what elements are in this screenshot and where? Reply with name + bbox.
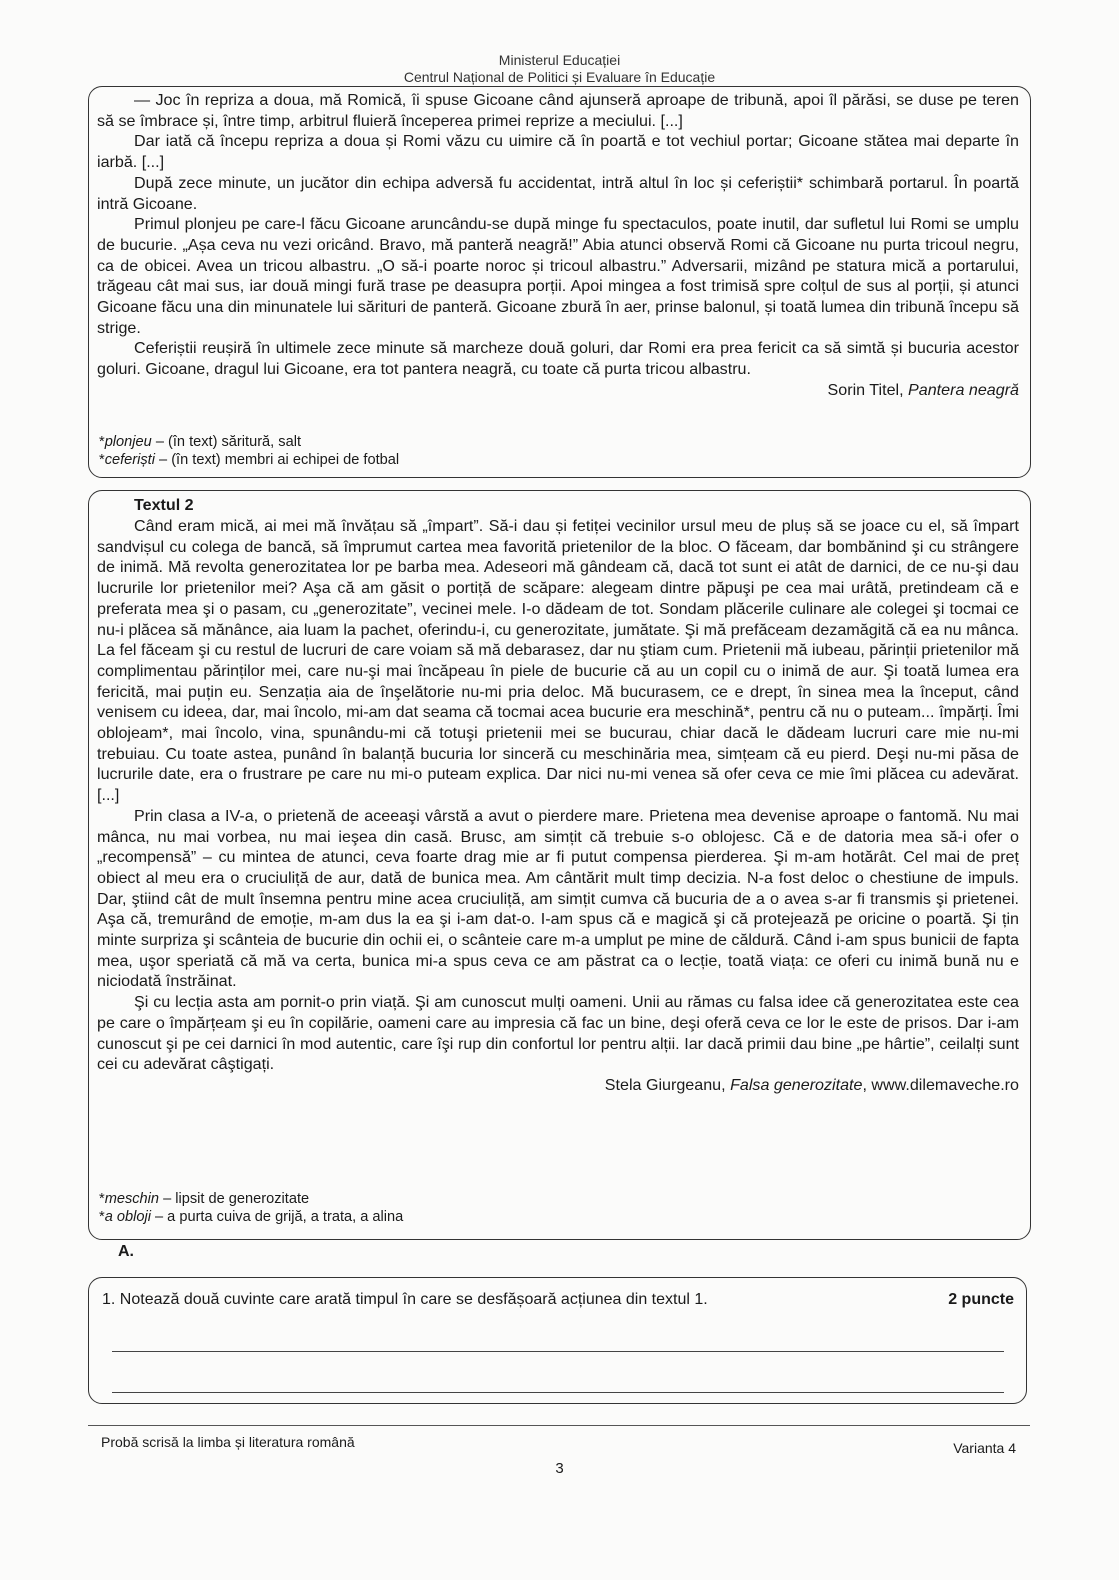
text1-paragraph: Ceferiștii reușiră în ultimele zece minute să marcheze două goluri, dar Romi era prea fericit ca să simtă și bucuria acestor goluri. Gicoane, dragul lui Gicoane, era tot pantera neagră, cu toate că purta tricou albastru. [97,339,1019,379]
question1-points: 2 puncte [948,1291,1014,1308]
text1-paragraph: După zece minute, un jucător din echipa adversă fu accidentat, intră altul în loc și ceferiștii* schimbară portarul. În poartă intră Gicoane. [97,173,1019,213]
footer-variant: Varianta 4 [953,1440,1016,1456]
text1-paragraph: Dar iată că începu repriza a doua și Romi văzu cu uimire că în poartă e tot vechiul portar; Gicoane stătea mai departe în iarbă. [...] [97,132,1019,172]
text1-footnotes [99,433,399,469]
footnote: *a obloji – a purta cuiva de grijă, a trata, a alina [99,1209,404,1225]
text2-author: Stela Giurgeanu, [604,1075,731,1094]
footnote-term: a obloji [104,1209,151,1225]
footer-divider [88,1425,1030,1426]
section-a-label: A. [118,1243,134,1260]
footnote-def: – a purta cuiva de grijă, a trata, a alina [150,1209,404,1225]
footnote-term: meschin [104,1191,160,1207]
text1-paragraph: — Joc în repriza a doua, mă Romică, îi spuse Gicoane când ajunseră aproape de tribună, apoi îl părăsi, se duse pe teren să se îmbrace și, între timp, arbitrul fluieră începerea primei reprize a meciului. [...] [97,91,1019,130]
text2-body [97,516,1019,1096]
question1-text: 1. Notează două cuvinte care arată timpul în care se desfășoară acțiunea din textul 1. [102,1291,708,1308]
footer-exam-name: Probă scrisă la limba și literatura română [101,1434,355,1450]
text1-paragraph: Primul plonjeu pe care-l făcu Gicoane aruncându-se după minge fu spectaculos, poate inutil, dar sufletul lui Romi se umplu de bucurie. „Așa ceva nu vezi oricând. Bravo, mă panteră neagră!” Abia atunci observă Romi că Gicoane nu purta tricoul negru, ca de obicei. Avea un tricou albastru. „O să-i poarte noroc și tricoul albastru.” Adversarii, mizând pe statura mică a portarului, trăgeau cât mai sus, iar două mingi fură trase pe deasupra porții. Apoi mingea a fost trimisă spre colțul de sus al porții, și atunci Gicoane făcu una din minunatele lui sărituri de panteră. Gicoane zbură în aer, prinse balonul, și toată lumea din tribună începu să strige. [97,215,1019,337]
footnote: *ceferiști – (în text) membri ai echipei de fotbal [99,452,400,468]
footnote-term: plonjeu [104,434,152,450]
text1-work: Pantera neagră [908,380,1019,399]
text2-title: Textul 2 [134,496,194,514]
answer-line[interactable] [112,1392,1004,1393]
text1-body [97,90,1019,401]
text1-citation [97,380,1019,401]
text2-footnotes [99,1190,403,1226]
text1-author: Sorin Titel, [827,380,909,399]
footnote-def: – (în text) membri ai echipei de fotbal [154,452,400,468]
text2-paragraph: Prin clasa a IV-a, o prietenă de aceeaşi vârstă a avut o pierdere mare. Prietena mea devenise aproape o fantomă. Nu mai mânca, nu mai vorbea, nu mai ieşea din casă. Brusc, am simțit că trebuie s-o oblojesc. Că e de datoria mea să-i ofer o „recompensă” – cu mintea de atunci, ceva foarte drag mie ar fi putut compensa pierderea. Şi m-am hotărât. Cel mai de preț obiect al meu era o cruciuliță de aur, dată de bunica mea. Am cântărit mult timp decizia. N-a fost deloc o chestiune de impuls. Dar, ştiind cât de mult însemna pentru mine acea cruciuliță, am simțit cumva că bucuria de a o avea s-ar fi transmis şi prietenei. Aşa că, tremurând de emoție, m-am dus la ea şi i-am dat-o. I-am spus că e magică şi că protejează pe oricine o poartă. Şi țin minte surpriza şi scânteia de bucurie din ochii ei, o scânteie care m-a umplut pe mine de căldură. Când i-am spus bunicii de fapta mea, uşor speriată că mă va certa, bunica mi-a spus ceva ce am păstrat ca o lecție, toată viața: ce oferi cu inimă bună nu e niciodată înstrăinat. [97,806,1019,991]
text2-paragraph: Şi cu lecția asta am pornit-o prin viață. Şi am cunoscut mulți oameni. Unii au rămas cu falsa idee că generozitatea este cea pe care o împărțeam şi eu în copilărie, oameni care au impresia că fac un bine, deşi oferă ceva ce lor le este de prisos. Dar i-am cunoscut şi pe cei darnici în mod autentic, care îşi rup din confortul lor pentru alții. Iar dacă primii dau bine „pe hârtie”, ceilalți sunt cei cu adevărat câştigați. [97,993,1019,1074]
text2-work: Falsa generozitate [730,1075,863,1094]
footnote: *plonjeu – (în text) săritură, salt [99,434,301,450]
answer-line[interactable] [112,1351,1004,1352]
page-number: 3 [555,1460,564,1477]
footnote-def: – (în text) săritură, salt [151,434,301,450]
header-center: Centrul Național de Politici și Evaluare în Educație [403,69,716,85]
page-header [0,52,1119,86]
text2-citation [97,1075,1019,1096]
footnote: *meschin – lipsit de generozitate [99,1191,310,1207]
header-ministry: Ministerul Educației [498,52,621,68]
footnote-term: ceferiști [104,452,155,468]
text2-paragraph: Când eram mică, ai mei mă învățau să „împart”. Să-i dau și fetiței vecinilor ursul meu de pluș să se joace cu el, să împart sandvișul cu colega de bancă, să împrumut cartea mea favorită prietenilor de la bloc. O făceam, dar bombănind şi cu strângere de inimă. Mă revolta generozitatea lor pe barba mea. Adeseori mă gândeam că, dacă tot sunt ei atât de darnici, de ce nu-şi dau lucrurile lor prietenilor mei? Aşa că am găsit o portiță de scăpare: alegeam dintre păpuşi pe cea mai urâtă, pretindeam că e preferata mea şi o pasam, cu „generozitate”, vecinei mele. I-o dădeam de tot. Sondam plăcerile culinare ale colegei şi tocmai ce nu-i plăcea să mănânce, aia luam la pachet, oferindu-i, cu generozitate, jumătate. Şi mă prefăceam dezamăgită că ea nu mânca. La fel făceam şi cu restul de lucruri de care voiam să mă debarasez, dar nu ştiam cum. Prietenii mă iubeau, părinții prietenilor mă complimentau părinților mei, care nu-şi mai încăpeau în piele de bucurie că au un copil cu o inimă de aur. Şi toată lumea era fericită, mai puțin eu. Senzația aia de înşelătorie nu-mi pria deloc. Mă bucurasem, ce e drept, în sinea mea la început, când venisem cu ideea, dar, mai încolo, mi-am dat seama că tocmai acea bucurie era meschină*, pentru că nu o puteam... împărți. Îmi oblojeam*, mai încolo, vina, spunându-mi că totuşi prietenii mei se bucurau, chiar dacă le dădeam lucruri care mie nu-mi trebuiau. Cu toate astea, punând în balanță bucuria lor sinceră cu meschinăria mea, simțeam că eu pierd. Deşi nu-mi păsa de lucrurile date, era o frustrare pe care nu mi-o puteam explica. Dar nici nu-mi venea să ofer ceva ce mie îmi plăcea cu adevărat. [...] [97,517,1019,805]
footnote-def: – lipsit de generozitate [159,1191,310,1207]
text2-source: , www.dilemaveche.ro [862,1075,1019,1094]
